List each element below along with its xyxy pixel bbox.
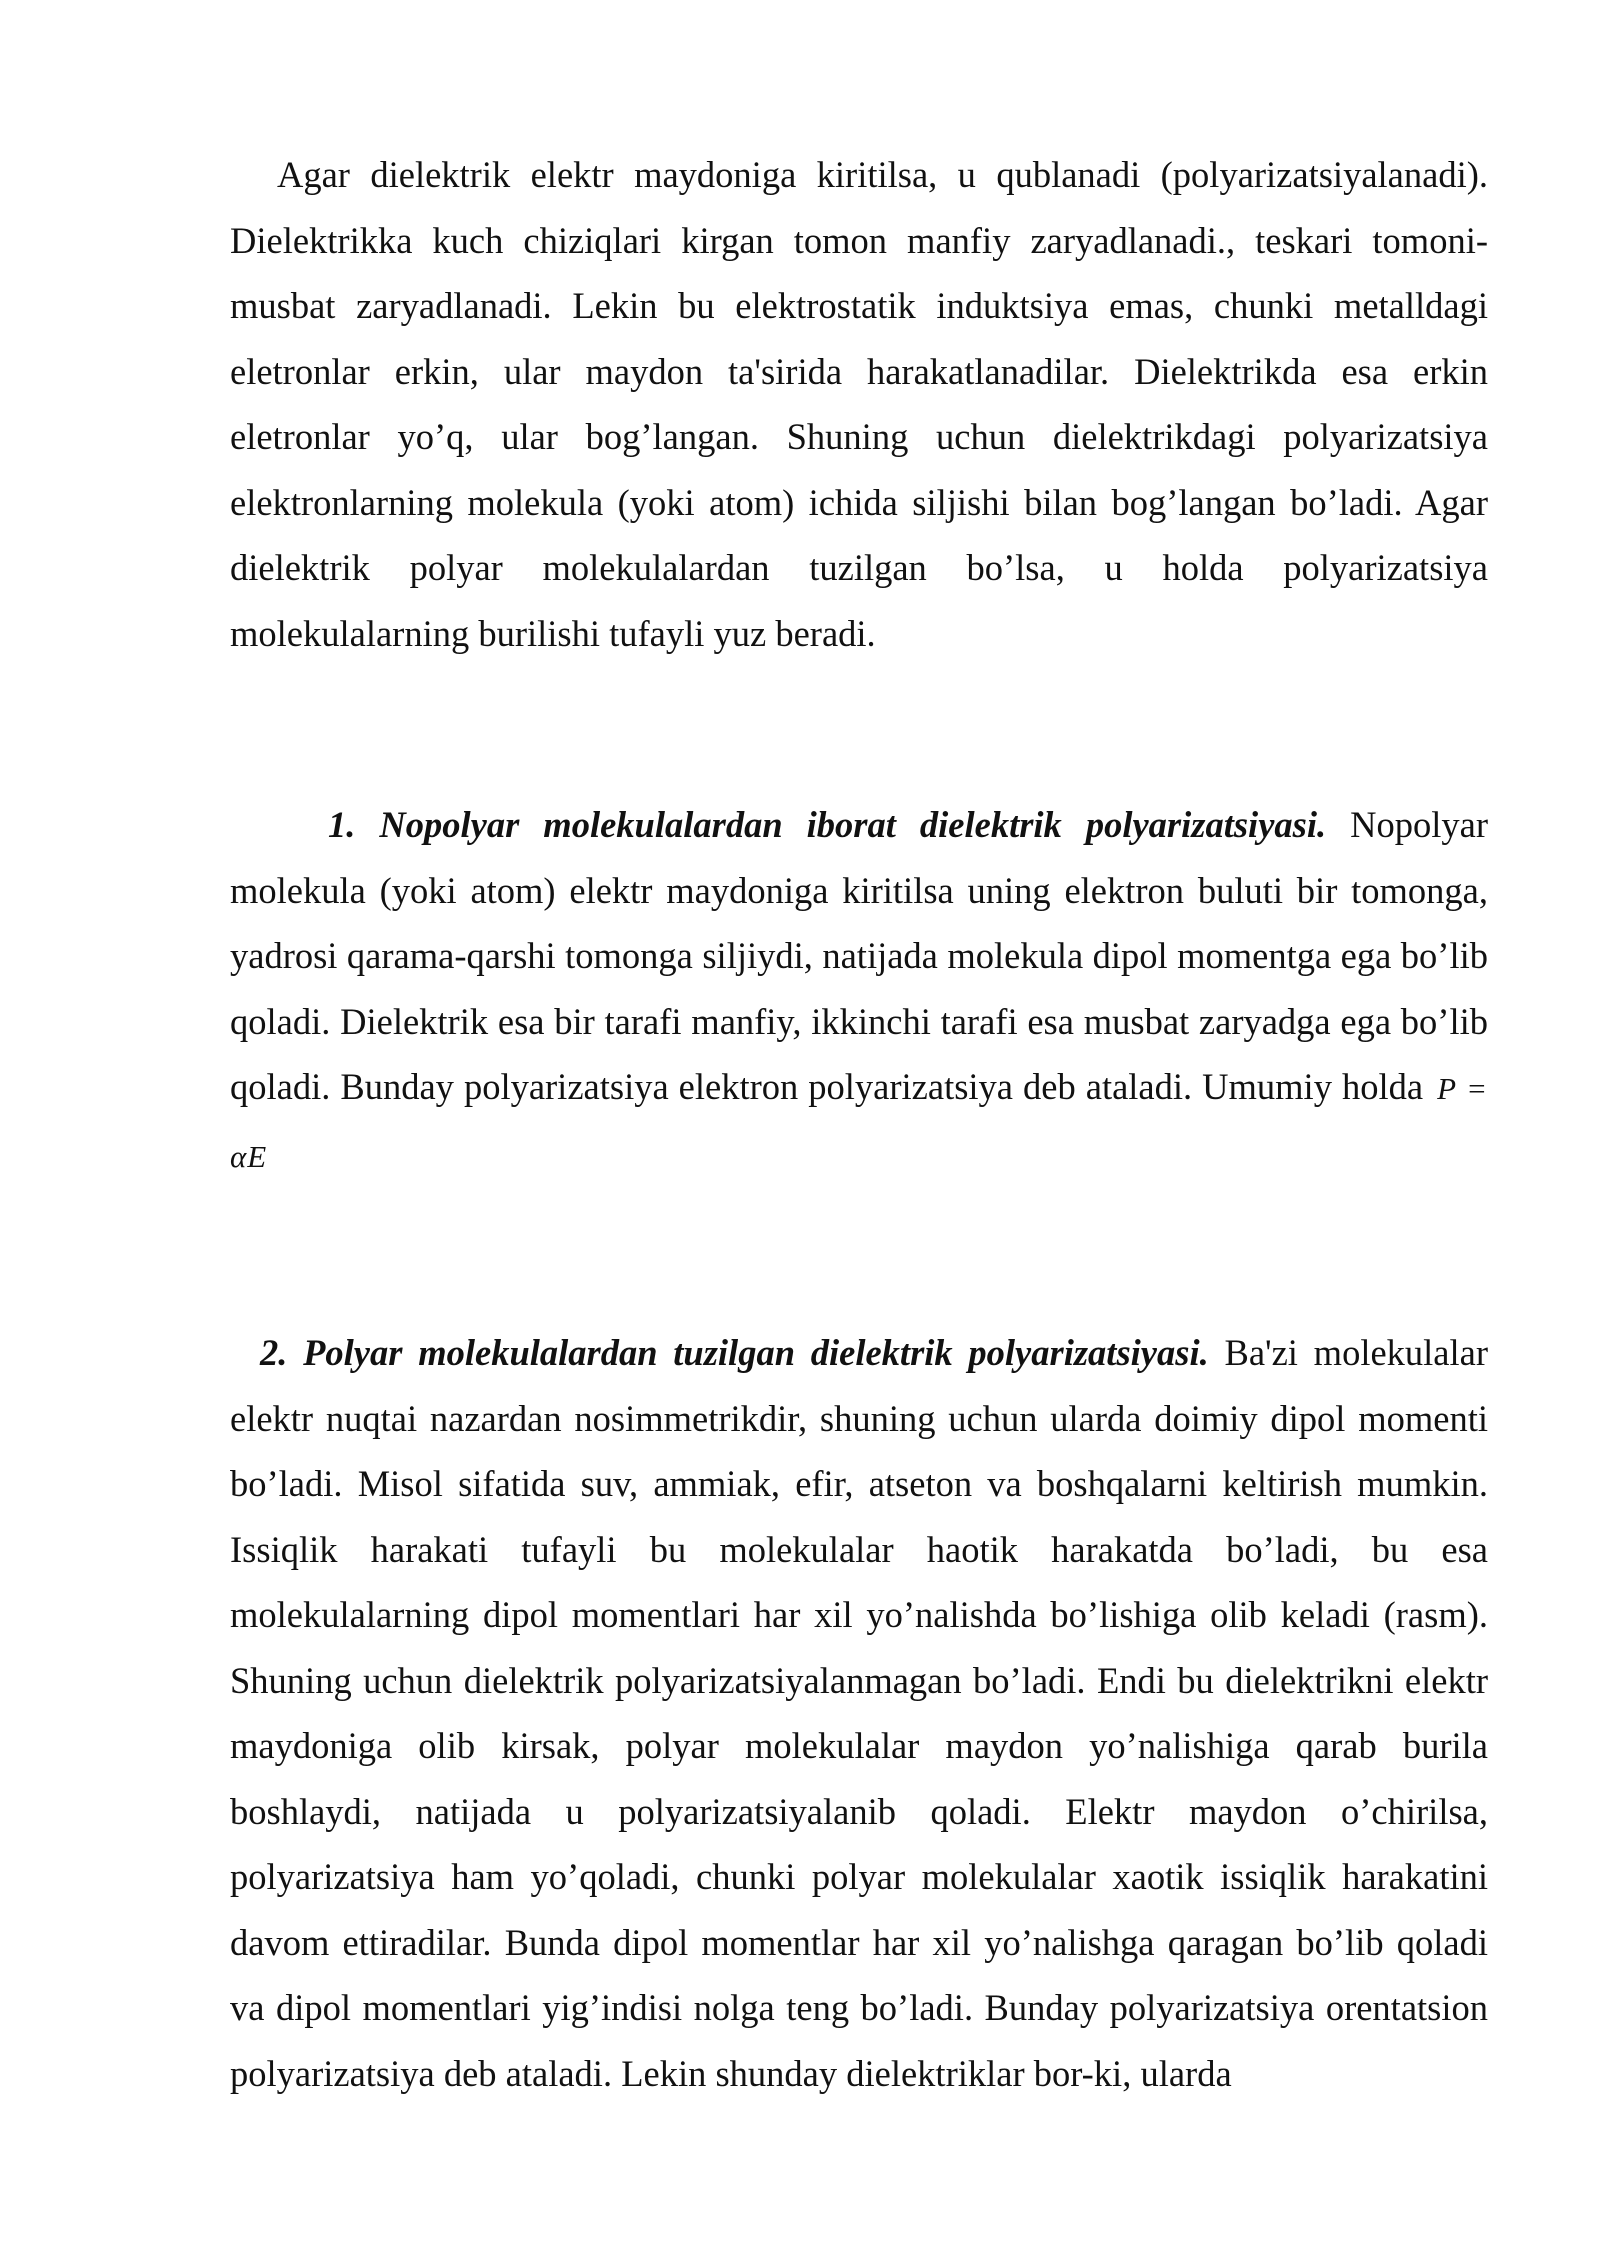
section-2-text: Ba'zi molekulalar elektr nuqtai nazardan nosimmetrikdir, shuning uchun ularda doimiy dipol momenti bo’ladi. Misol sifatida suv, ammiak, efir, atseton va boshqalarni keltirish mumkin. Issiqlik harakati tufayli bu molekulalar haotik harakatda bo’ladi, bu esa molekulalarning dipol momentlari har xil yo’nalishda bo’lishiga olib keladi (rasm). Shuning uchun dielektrik polyarizatsiyalanmagan bo’ladi. Endi bu dielektrikni elektr maydoniga olib kirsak, polyar molekulalar maydon yo’nalishiga qarab burila boshlaydi, natijada u polyarizatsiyalanib qoladi. Elektr maydon o’chirilsa, polyarizatsiya ham yo’qoladi, chunki polyar molekulalar xaotik issiqlik harakatini davom ettiradilar. Bunda dipol momentlar har xil yo’nalishga qaragan bo’lib qoladi va dipol momentlari yig’indisi nolga teng bo’ladi. Bunday polyarizatsiya orentatsion polyarizatsiya deb ataladi. Lekin shunday dielektriklar bor-ki, ularda (230, 1332, 1488, 2094)
section-1-paragraph (230, 792, 1488, 1189)
section-1-heading: 1. Nopolyar molekulalardan iborat dielektrik polyarizatsiyasi. (328, 804, 1327, 845)
section-2-paragraph (230, 1320, 1488, 2106)
intro-text: Agar dielektrik elektr maydoniga kiritilsa, u qublanadi (polyarizatsiyalanadi). Dielektrikka kuch chiziqlari kirgan tomon manfiy zaryadlanadi., teskari tomoni- musbat zaryadlanadi. Lekin bu elektrostatik induktsiya emas, chunki metalldagi eletronlar erkin, ular maydon ta'sirida harakatlanadilar. Dielektrikda esa erkin eletronlar yo’q, ular bog’langan. Shuning uchun dielektrikdagi polyarizatsiya elektronlarning molekula (yoki atom) ichida siljishi bilan bog’langan bo’ladi. Agar dielektrik polyar molekulalardan tuzilgan bo’lsa, u holda polyarizatsiya molekulalarning burilishi tufayli yuz beradi. (230, 154, 1488, 654)
section-1-text: Nopolyar molekula (yoki atom) elektr maydoniga kiritilsa uning elektron buluti bir tomonga, yadrosi qarama-qarshi tomonga siljiydi, natijada molekula dipol momentga ega bo’lib qoladi. Dielektrik esa bir tarafi manfiy, ikkinchi tarafi esa musbat zaryadga ega bo’lib qoladi. Bunday polyarizatsiya elektron polyarizatsiya deb ataladi. Umumiy holda (230, 804, 1488, 1107)
intro-paragraph (230, 142, 1488, 666)
polarization-formula: P = αE (230, 1071, 1488, 1174)
section-2-heading: 2. Polyar molekulalardan tuzilgan dielektrik polyarizatsiyasi. (260, 1332, 1209, 1373)
